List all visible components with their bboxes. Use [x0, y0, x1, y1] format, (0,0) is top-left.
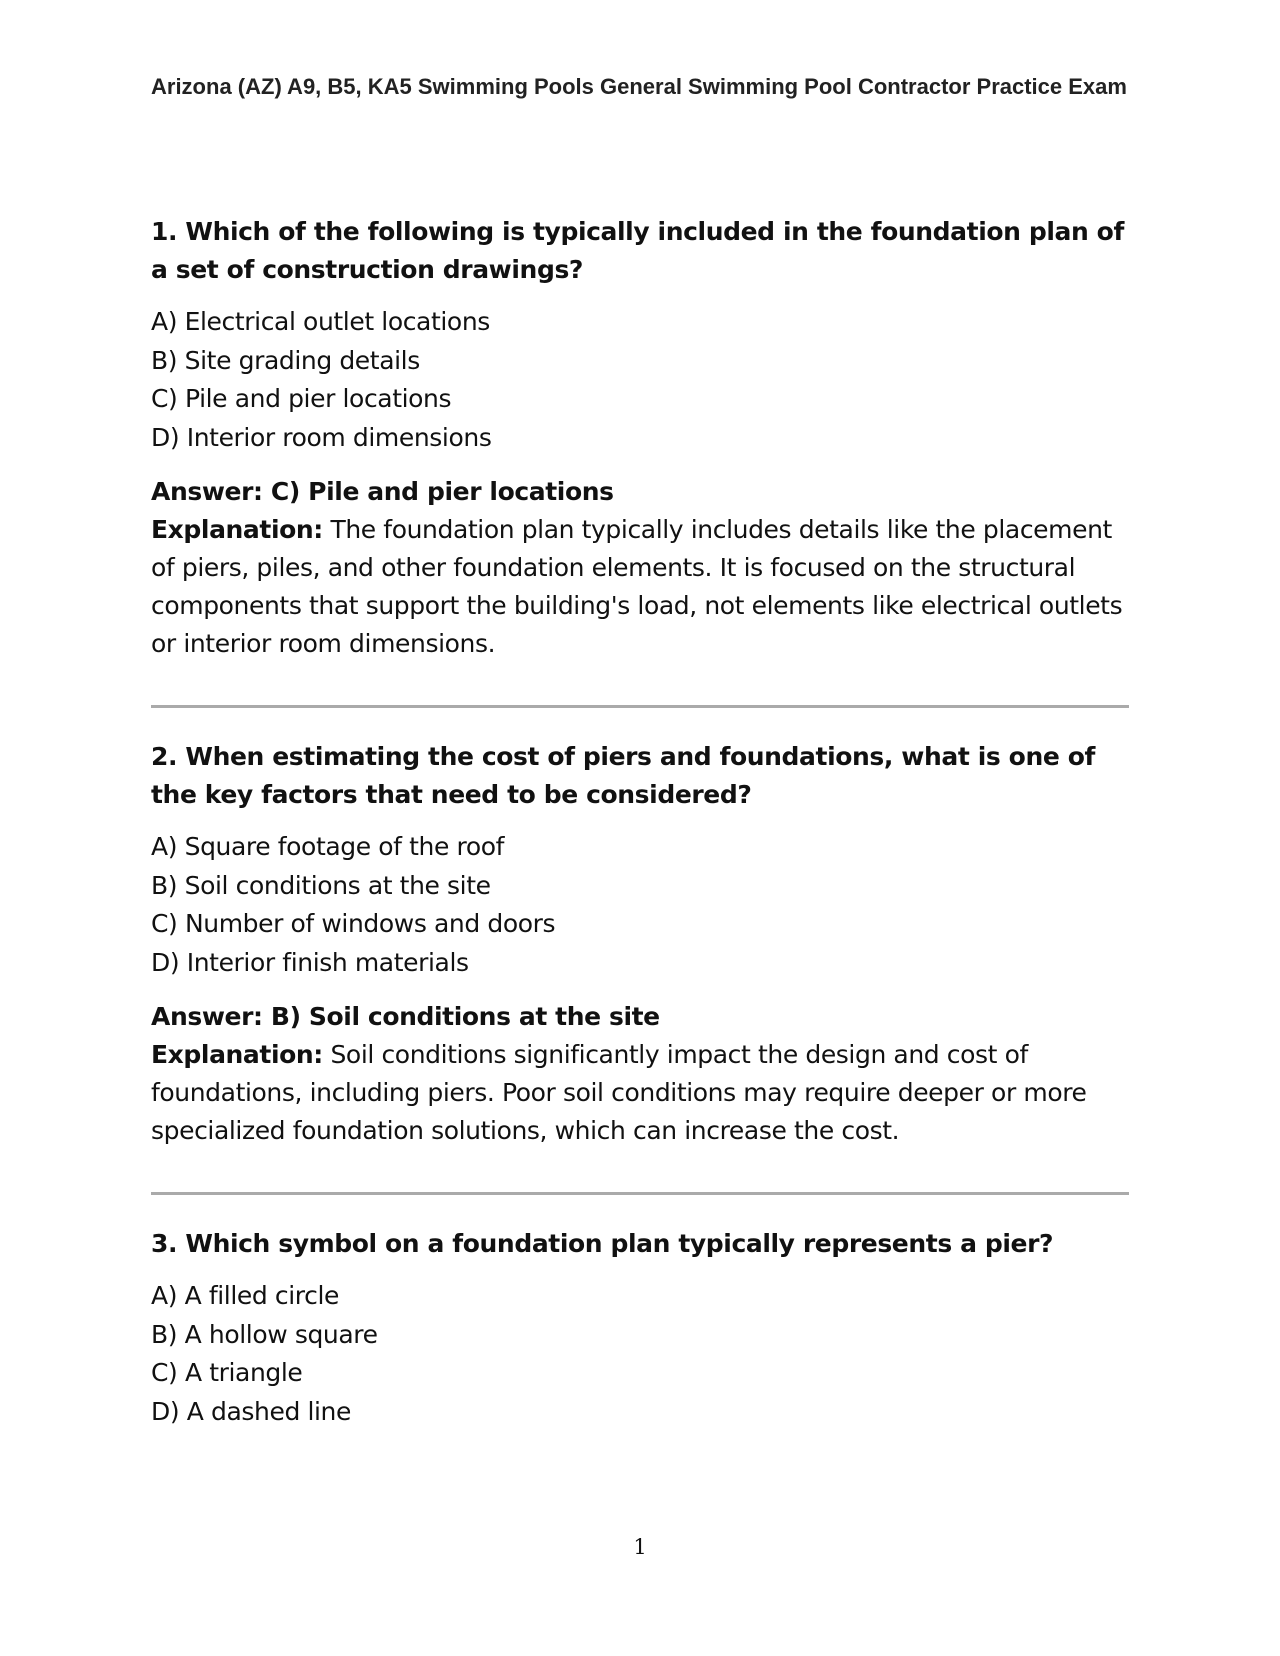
explanation-label: Explanation:	[151, 515, 323, 544]
options-list	[151, 1277, 1136, 1431]
option-d: D) Interior room dimensions	[151, 422, 492, 452]
explanation-text: The foundation plan typically includes details like the placement of piers, piles, and other foundation elements. It is focused on the structural components that support the building's load, not elements like electrical outlets or interior room dimensions.	[151, 515, 1123, 658]
option-b: B) Soil conditions at the site	[151, 870, 491, 900]
document-header: Arizona (AZ) A9, B5, KA5 Swimming Pools General Swimming Pool Contractor Practice Exam	[151, 74, 1127, 99]
options-list	[151, 303, 1136, 457]
option-c: C) Number of windows and doors	[151, 909, 556, 938]
option-d: D) A dashed line	[151, 1396, 351, 1426]
section-divider	[151, 705, 1129, 708]
option-b: B) Site grading details	[151, 345, 420, 375]
answer: Answer: B) Soil conditions at the site	[151, 1002, 660, 1031]
explanation	[151, 1036, 1136, 1150]
question-2	[151, 738, 1136, 1150]
option-c: C) Pile and pier locations	[151, 384, 452, 413]
option-c: C) A triangle	[151, 1358, 303, 1387]
question-text: 2. When estimating the cost of piers and foundations, what is one of the key factors that need to be considered?	[151, 742, 1095, 809]
option-a: A) A filled circle	[151, 1281, 339, 1310]
options-list	[151, 828, 1136, 982]
option-b: B) A hollow square	[151, 1319, 378, 1349]
question-3	[151, 1225, 1136, 1431]
explanation	[151, 511, 1136, 663]
answer: Answer: C) Pile and pier locations	[151, 477, 614, 506]
option-a: A) Square footage of the roof	[151, 832, 505, 861]
page-number: 1	[633, 1535, 647, 1559]
explanation-text: Soil conditions significantly impact the design and cost of foundations, including piers. Poor soil conditions may require deeper or more specialized foundation solutions, which can increase the cost.	[151, 1040, 1087, 1145]
option-a: A) Electrical outlet locations	[151, 307, 490, 336]
option-d: D) Interior finish materials	[151, 947, 469, 977]
explanation-label: Explanation:	[151, 1040, 323, 1069]
document-content	[151, 213, 1136, 1431]
question-text: 3. Which symbol on a foundation plan typically represents a pier?	[151, 1229, 1054, 1258]
section-divider	[151, 1192, 1129, 1195]
question-1	[151, 213, 1136, 663]
question-text: 1. Which of the following is typically included in the foundation plan of a set of construction drawings?	[151, 217, 1124, 284]
